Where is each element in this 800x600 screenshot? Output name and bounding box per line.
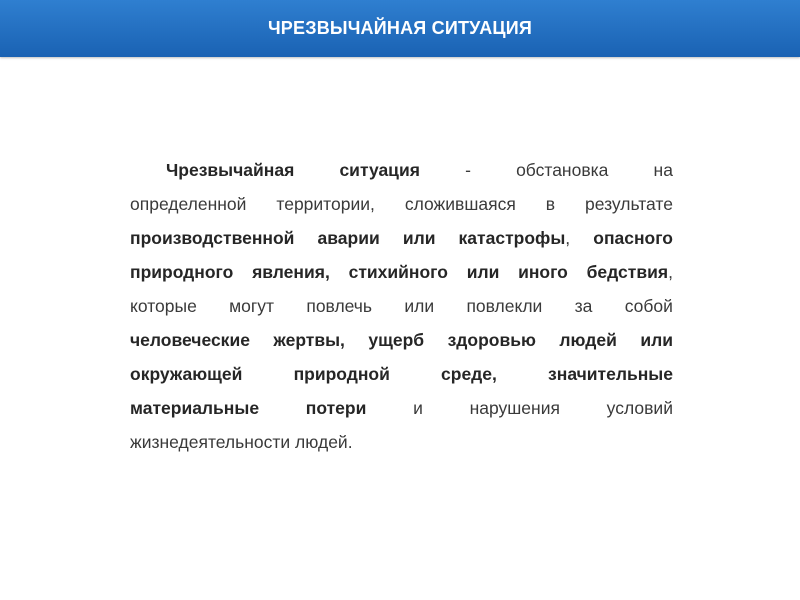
definition-line <box>130 221 673 255</box>
definition-word: аварии <box>317 228 380 248</box>
definition-word: , <box>565 228 571 248</box>
definition-word-group <box>459 221 571 255</box>
definition-line <box>130 255 673 289</box>
definition-word: жизнедеятельности людей. <box>130 432 353 452</box>
definition-line <box>130 153 673 187</box>
definition-word: Чрезвычайная <box>166 160 295 180</box>
definition-word: потери <box>305 398 367 418</box>
definition-word: окружающей <box>130 364 243 384</box>
definition-word: на <box>653 160 673 180</box>
definition-word: бедствия <box>586 262 669 282</box>
definition-word: здоровью <box>447 330 536 350</box>
definition-word: - <box>465 160 471 180</box>
definition-word: или <box>466 262 500 282</box>
definition-word: ущерб <box>368 330 425 350</box>
definition-word: определенной <box>130 194 247 214</box>
definition-word: в <box>545 194 556 214</box>
definition-word: нарушения <box>469 398 560 418</box>
definition-word: материальные <box>130 398 260 418</box>
definition-paragraph <box>130 153 673 459</box>
definition-word: за <box>574 296 593 316</box>
definition-word: иного <box>518 262 568 282</box>
definition-word: или <box>402 228 436 248</box>
definition-line <box>130 289 673 323</box>
definition-word: повлечь <box>306 296 373 316</box>
definition-word: природной <box>293 364 390 384</box>
definition-line <box>130 357 673 391</box>
definition-word: людей <box>559 330 617 350</box>
definition-word: могут <box>229 296 275 316</box>
definition-word: повлекли <box>466 296 543 316</box>
definition-word: стихийного <box>348 262 448 282</box>
definition-word: производственной <box>130 228 295 248</box>
definition-word: природного <box>130 262 234 282</box>
definition-word: или <box>640 330 673 350</box>
definition-word: жертвы, <box>273 330 345 350</box>
definition-word: человеческие <box>130 330 250 350</box>
definition-word: территории, <box>276 194 375 214</box>
definition-word: результате <box>585 194 673 214</box>
definition-word: условий <box>606 398 673 418</box>
definition-word: собой <box>624 296 673 316</box>
page-title: ЧРЕЗВЫЧАЙНАЯ СИТУАЦИЯ <box>267 18 533 38</box>
definition-line <box>130 323 673 357</box>
definition-word: которые <box>130 296 197 316</box>
definition-word: опасного <box>593 228 673 248</box>
definition-word: обстановка <box>516 160 609 180</box>
definition-word: , <box>668 262 673 282</box>
definition-word: ситуация <box>339 160 420 180</box>
header-bar <box>0 0 800 57</box>
definition-word: значительные <box>548 364 673 384</box>
definition-word: среде, <box>441 364 497 384</box>
definition-word: сложившаяся <box>404 194 516 214</box>
definition-line <box>130 391 673 425</box>
definition-line <box>130 425 673 459</box>
definition-word: явления, <box>252 262 330 282</box>
definition-word: катастрофы <box>458 228 566 248</box>
definition-word: или <box>404 296 435 316</box>
definition-word: и <box>413 398 423 418</box>
definition-line <box>130 187 673 221</box>
definition-word-group <box>587 255 673 289</box>
